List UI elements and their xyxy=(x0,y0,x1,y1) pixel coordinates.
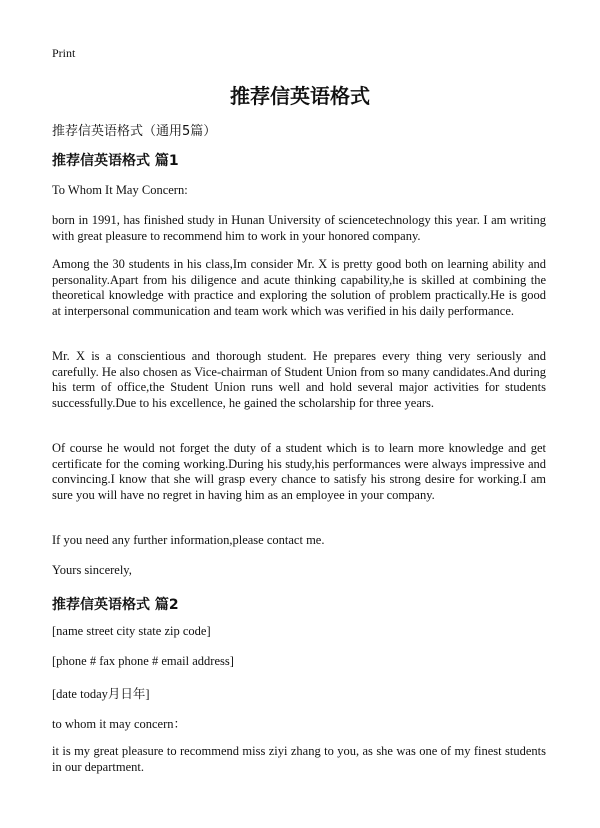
paragraph-3: Mr. X is a conscientious and thorough student. He prepares every thing very seriously and carefully. He also chosen as Vice-chairman of Student Union from so many candidates.And during his term of office,the Student Union runs well and hold several major activities for students successfully.Due to his excellence, he gained the scholarship for three years. xyxy=(52,349,546,410)
paragraph-2: Among the 30 students in his class,Im consider Mr. X is pretty good both on learning ability and personality.Apart from his diligence and acute thinking capability,he is skilled at combining the theoretical knowledge with practice and exploring the solution of problem practically.He is good at interpersonal communication and team work which was verified in his daily performance. xyxy=(52,257,546,318)
document-subtitle: 推荐信英语格式（通用5篇） xyxy=(52,124,217,139)
paragraph-6: it is my great pleasure to recommend miss ziyi zhang to you, as she was one of my finest students in our department. xyxy=(52,744,546,774)
print-link[interactable]: Print xyxy=(52,46,76,60)
paragraph-1: born in 1991, has finished study in Hunan University of sciencetechnology this year. I am writing with great pleasure to recommend him to work in your honored company. xyxy=(52,213,546,243)
salutation-2: to whom it may concern： xyxy=(52,717,186,731)
page-title: 推荐信英语格式 xyxy=(230,84,370,108)
contact-line: [phone # fax phone # email address] xyxy=(52,654,234,668)
paragraph-4: Of course he would not forget the duty of a student which is to learn more knowledge and get certificate for the coming working.During his study,his performances were always impressive and convincing.I know that she will grasp every chance to satisfy his strong desire for working.I am sure you will have no regret in having him as an employee in your company. xyxy=(52,441,546,502)
address-line: [name street city state zip code] xyxy=(52,624,211,638)
salutation: To Whom It May Concern: xyxy=(52,183,188,197)
closing: Yours sincerely, xyxy=(52,563,132,577)
section-1-heading: 推荐信英语格式 篇1 xyxy=(52,153,179,169)
paragraph-5: If you need any further information,please contact me. xyxy=(52,533,325,547)
section-2-heading: 推荐信英语格式 篇2 xyxy=(52,597,179,613)
date-line: [date today月日年] xyxy=(52,687,150,701)
